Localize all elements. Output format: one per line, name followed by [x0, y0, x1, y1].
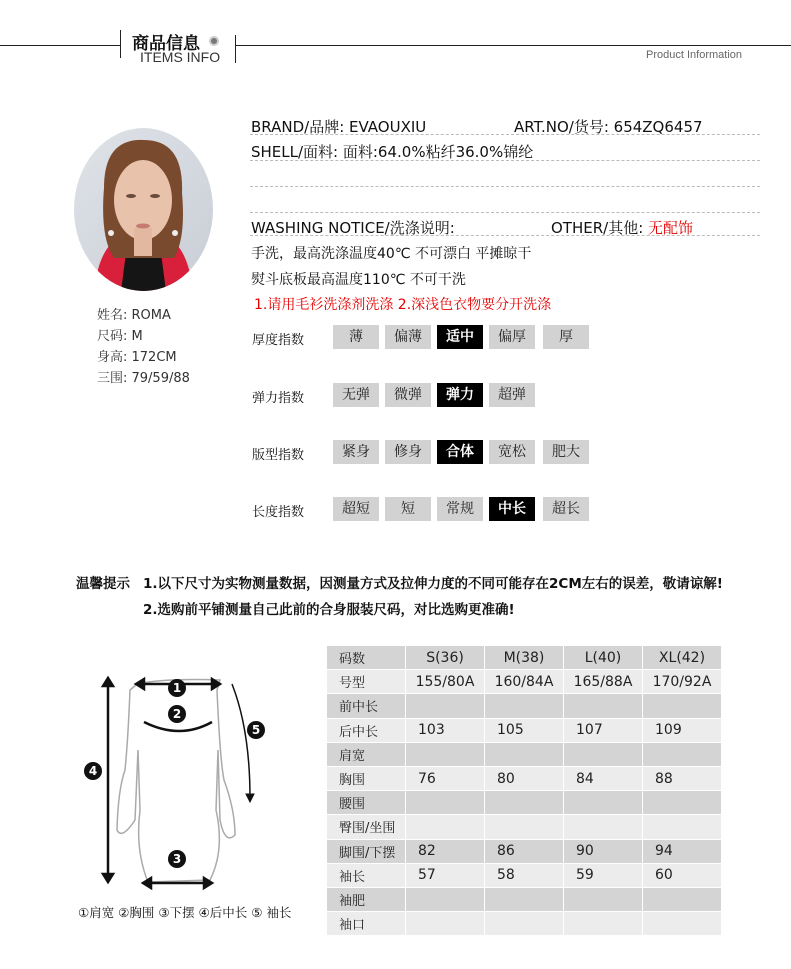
row-label: 码数: [327, 646, 406, 670]
table-cell: [564, 742, 643, 766]
table-cell: [564, 887, 643, 911]
table-cell: [643, 815, 722, 839]
table-cell: [485, 887, 564, 911]
marker-5: 5: [251, 723, 261, 737]
table-cell: [564, 791, 643, 815]
index-option: 紧身: [333, 440, 379, 464]
row-label: 号型: [327, 670, 406, 694]
index-option: 无弹: [333, 383, 379, 407]
index-option: 修身: [385, 440, 431, 464]
index-option: 超长: [543, 497, 589, 521]
wash-instruction-2: 熨斗底板最高温度110℃ 不可干洗: [251, 272, 466, 288]
index-option: 偏厚: [489, 325, 535, 349]
index-option: 微弹: [385, 383, 431, 407]
row-label: 袖长: [327, 863, 406, 887]
table-cell: L(40): [564, 646, 643, 670]
row-label: 前中长: [327, 694, 406, 718]
table-cell: 80: [485, 766, 564, 790]
index-option: 肥大: [543, 440, 589, 464]
table-cell: 103: [406, 718, 485, 742]
index-option-selected: 弹力: [437, 383, 483, 407]
section-subtitle: Product Information: [646, 49, 742, 61]
index-label: 厚度指数: [252, 333, 305, 348]
marker-4: 4: [88, 764, 98, 778]
row-label: 腰围: [327, 791, 406, 815]
table-cell: 60: [643, 863, 722, 887]
table-row: [327, 912, 722, 936]
index-option: 短: [385, 497, 431, 521]
measurement-diagram: [60, 640, 320, 900]
table-cell: M(38): [485, 646, 564, 670]
row-label: 胸围: [327, 766, 406, 790]
index-option: 超弹: [489, 383, 535, 407]
table-cell: [406, 912, 485, 936]
other-label: OTHER/其他:: [551, 219, 649, 237]
table-row: [327, 718, 722, 742]
table-cell: [485, 791, 564, 815]
index-option: 常规: [437, 497, 483, 521]
table-cell: 109: [643, 718, 722, 742]
table-cell: [485, 694, 564, 718]
index-option: 厚: [543, 325, 589, 349]
tips-label: 温馨提示: [76, 576, 130, 592]
index-option-selected: 适中: [437, 325, 483, 349]
table-cell: 84: [564, 766, 643, 790]
bullet-dot-icon: [209, 36, 219, 46]
table-row: [327, 887, 722, 911]
table-cell: 82: [406, 839, 485, 863]
index-option: 宽松: [489, 440, 535, 464]
tip-line-1: 1.以下尺寸为实物测量数据，因测量方式及拉伸力度的不同可能存在2CM左右的误差，敬请谅解!: [143, 576, 723, 592]
table-cell: [643, 694, 722, 718]
section-title: 商品信息: [132, 34, 200, 54]
table-cell: S(36): [406, 646, 485, 670]
table-header-row: [327, 646, 722, 670]
row-label: 袖口: [327, 912, 406, 936]
table-cell: 86: [485, 839, 564, 863]
table-cell: [406, 887, 485, 911]
index-label: 弹力指数: [252, 391, 305, 406]
table-cell: [406, 694, 485, 718]
table-cell: [643, 742, 722, 766]
marker-2: 2: [172, 707, 182, 721]
table-cell: 105: [485, 718, 564, 742]
table-cell: [564, 694, 643, 718]
table-cell: 165/88A: [564, 670, 643, 694]
table-row: [327, 815, 722, 839]
row-label: 后中长: [327, 718, 406, 742]
table-cell: 155/80A: [406, 670, 485, 694]
brand: BRAND/品牌: EVAOUXIU: [251, 118, 427, 136]
tip-line-2: 2.选购前平铺测量自己此前的合身服装尺码，对比选购更准确!: [143, 602, 515, 618]
table-row: [327, 791, 722, 815]
divider: [250, 160, 760, 161]
table-cell: [485, 912, 564, 936]
row-label: 臀围/坐围: [327, 815, 406, 839]
index-label: 长度指数: [252, 505, 305, 520]
table-cell: 88: [643, 766, 722, 790]
size-table: [326, 645, 722, 936]
table-cell: [643, 912, 722, 936]
section-title-en: ITEMS INFO: [140, 49, 221, 65]
divider: [250, 212, 760, 213]
table-row: [327, 863, 722, 887]
table-cell: [485, 742, 564, 766]
diagram-legend: ①肩宽 ②胸围 ③下摆 ④后中长 ⑤ 袖长: [78, 905, 292, 920]
table-row: [327, 742, 722, 766]
index-option-selected: 中长: [489, 497, 535, 521]
divider: [250, 186, 760, 187]
table-row: [327, 839, 722, 863]
table-cell: 58: [485, 863, 564, 887]
index-label: 版型指数: [252, 448, 305, 463]
header-bracket-right: [235, 35, 236, 63]
index-option-selected: 合体: [437, 440, 483, 464]
marker-1: 1: [172, 681, 182, 695]
other-value: 无配饰: [648, 219, 694, 237]
table-cell: [406, 791, 485, 815]
row-label: 脚围/下摆: [327, 839, 406, 863]
art-no: ART.NO/货号: 654ZQ6457: [514, 118, 703, 136]
table-cell: [643, 791, 722, 815]
wash-instruction-1: 手洗，最高洗涤温度40℃ 不可漂白 平摊晾干: [251, 246, 532, 262]
table-row: [327, 670, 722, 694]
table-cell: [643, 887, 722, 911]
table-cell: 76: [406, 766, 485, 790]
index-option: 超短: [333, 497, 379, 521]
model-size: 尺码: M: [97, 329, 143, 344]
table-cell: XL(42): [643, 646, 722, 670]
table-cell: 90: [564, 839, 643, 863]
table-cell: [406, 815, 485, 839]
table-cell: 59: [564, 863, 643, 887]
model-name: 姓名: ROMA: [97, 308, 171, 323]
table-cell: 57: [406, 863, 485, 887]
row-label: 袖肥: [327, 887, 406, 911]
table-cell: 170/92A: [643, 670, 722, 694]
model-height: 身高: 172CM: [97, 350, 177, 365]
marker-3: 3: [172, 852, 182, 866]
header-line-left: [0, 45, 120, 46]
index-option: 偏薄: [385, 325, 431, 349]
index-option: 薄: [333, 325, 379, 349]
divider: [250, 134, 760, 135]
table-row: [327, 694, 722, 718]
washing-notice-label: WASHING NOTICE/洗涤说明:: [251, 219, 455, 237]
table-row: [327, 766, 722, 790]
header-bracket-left: [120, 30, 121, 58]
divider: [250, 235, 760, 236]
model-measurements: 三围: 79/59/88: [97, 371, 190, 386]
table-cell: [564, 815, 643, 839]
table-cell: [406, 742, 485, 766]
table-cell: 160/84A: [485, 670, 564, 694]
table-cell: [485, 815, 564, 839]
shell-fabric: SHELL/面料: 面料:64.0%粘纤36.0%锦纶: [251, 143, 534, 161]
table-cell: 94: [643, 839, 722, 863]
wash-warning: 1.请用毛衫洗涤剂洗涤 2.深浅色衣物要分开洗涤: [254, 297, 552, 313]
model-photo: [74, 128, 213, 291]
table-cell: [564, 912, 643, 936]
row-label: 肩宽: [327, 742, 406, 766]
header-line-right: [235, 45, 791, 46]
table-cell: 107: [564, 718, 643, 742]
